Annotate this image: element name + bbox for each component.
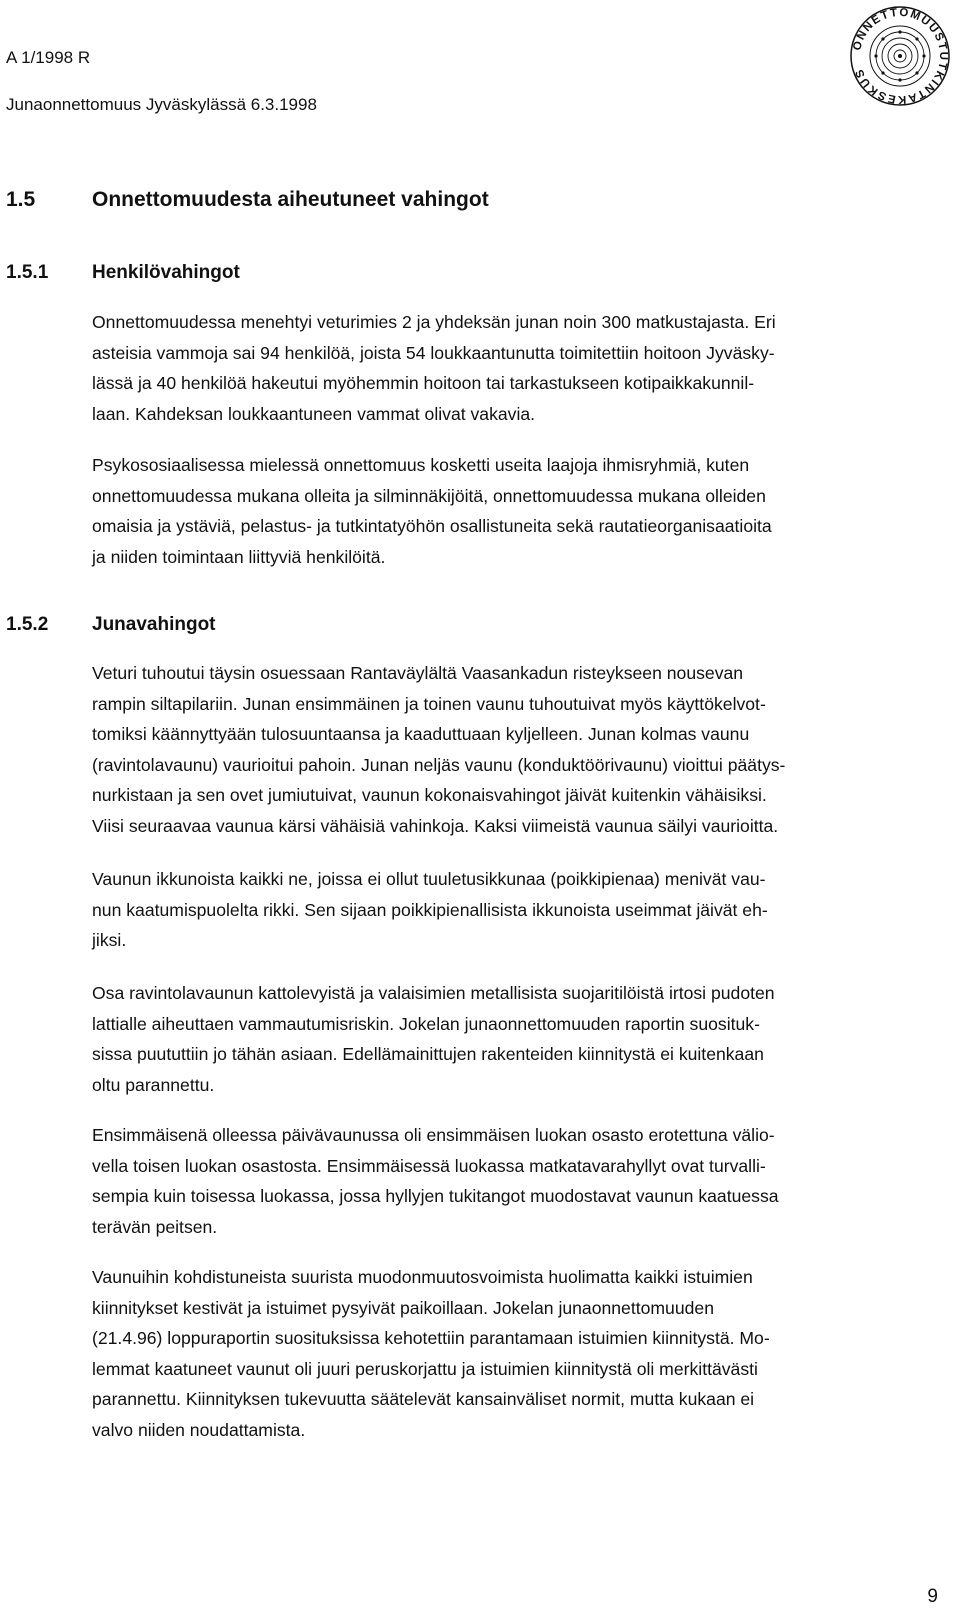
- paragraph-day-car: Ensimmäisenä olleessa päivävaunussa oli ensimmäisen luokan osasto erotettuna välio- vella toisen luokan osastosta. Ensimmäisessä luokassa matkatavarahyllyt ovat turvalli- sempia kuin toisessa luokassa, jossa hyllyjen tukitangot muodostavat vaunun kaatuessa terävän peitsen.: [92, 1125, 779, 1237]
- paragraph-restaurant-car: Osa ravintolavaunun kattolevyistä ja valaisimien metallisista suojaritilöistä irtosi pudoten lattialle aiheuttaen vammautumisriskin. Jokelan junaonnettomuuden raportin suosituk- sissa puututtiin jo tähän asiaan. Edellämainittujen rakenteiden kiinnitystä ei kuitenkaan oltu parannettu.: [92, 983, 775, 1095]
- section-title: Junavahingot: [92, 614, 216, 635]
- page-number: 9: [927, 1586, 938, 1607]
- section-heading-1-5-2: [6, 614, 216, 636]
- logo-text: ONNETTOMUUSTUTKINTAKESKUS: [851, 6, 950, 106]
- paragraph-seats: Vaunuihin kohdistuneista suurista muodonmuutosvoimista huolimatta kaikki istuimien kiinnitykset kestivät ja istuimet pysyivät paikoillaan. Jokelan junaonnettomuuden (21.4.96) loppuraportin suosituksissa kehotettiin parantamaan istuimien kiinnitystä. Mo- lemmat kaatuneet vaunut oli juuri peruskorjattu ja istuimien kiinnitystä oli merkittävästi parannettu. Kiinnityksen tukevuutta säätelevät kansainväliset normit, mutta kukaan ei valvo niiden noudattamista.: [92, 1267, 770, 1440]
- document-subtitle: Junaonnettomuus Jyväskylässä 6.3.1998: [6, 95, 317, 114]
- section-heading-1-5: [6, 188, 489, 212]
- agency-logo: [848, 4, 952, 108]
- section-title: Onnettomuudesta aiheutuneet vahingot: [92, 188, 489, 211]
- paragraph-casualties: Onnettomuudessa menehtyi veturimies 2 ja yhdeksän junan noin 300 matkustajasta. Eri asteisia vammoja sai 94 henkilöä, joista 54 loukkaantunutta toimitettiin hoitoon Jyväsky- lässä ja 40 henkilöä hakeutui myöhemmin hoitoon tai tarkastukseen kotipaikkakunnil- laan. Kahdeksan loukkaantuneen vammat olivat vakavia.: [92, 312, 776, 424]
- section-number: 1.5: [6, 188, 36, 211]
- paragraph-windows: Vaunun ikkunoista kaikki ne, joissa ei ollut tuuletusikkunaa (poikkipienaa) menivät vau- nun kaatumispuolelta rikki. Sen sijaan poikkipienallisista ikkunoista useimmat jäivät eh- jiksi.: [92, 869, 768, 950]
- paragraph-locomotive-damage: Veturi tuhoutui täysin osuessaan Rantaväylältä Vaasankadun risteykseen nousevan rampin siltapilariin. Junan ensimmäinen ja toinen vaunu tuhoutuivat myös käyttökelvot- tomiksi käännyttyään tulosuuntaansa ja kaaduttuaan kyljelleen. Junan kolmas vaunu (ravintolavaunu) vaurioitui pahoin. Junan neljäs vaunu (konduktöörivaunu) vioittui päätys- nurkistaan ja sen ovet jumiutuivat, vaunun kokonaisvahingot jäivät kuitenkin vähäisiksi. Viisi seuraavaa vaunua kärsi vähäisiä vahinkoja. Kaksi viimeistä vaunua säilyi vaurioitta.: [92, 663, 786, 836]
- section-number: 1.5.2: [6, 614, 49, 635]
- section-heading-1-5-1: [6, 262, 240, 284]
- paragraph-psychosocial: Psykososiaalisessa mielessä onnettomuus kosketti useita laajoja ihmisryhmiä, kuten onnettomuudessa mukana olleita ja silminnäkijöitä, onnettomuudessa mukana olleiden omaisia ja ystäviä, pelastus- ja tutkintatyöhön osallistuneita sekä rautatieorganisaatioita ja niiden toimintaan liittyviä henkilöitä.: [92, 455, 772, 567]
- section-number: 1.5.1: [6, 262, 49, 283]
- document-id: A 1/1998 R: [6, 48, 91, 67]
- section-title: Henkilövahingot: [92, 262, 240, 283]
